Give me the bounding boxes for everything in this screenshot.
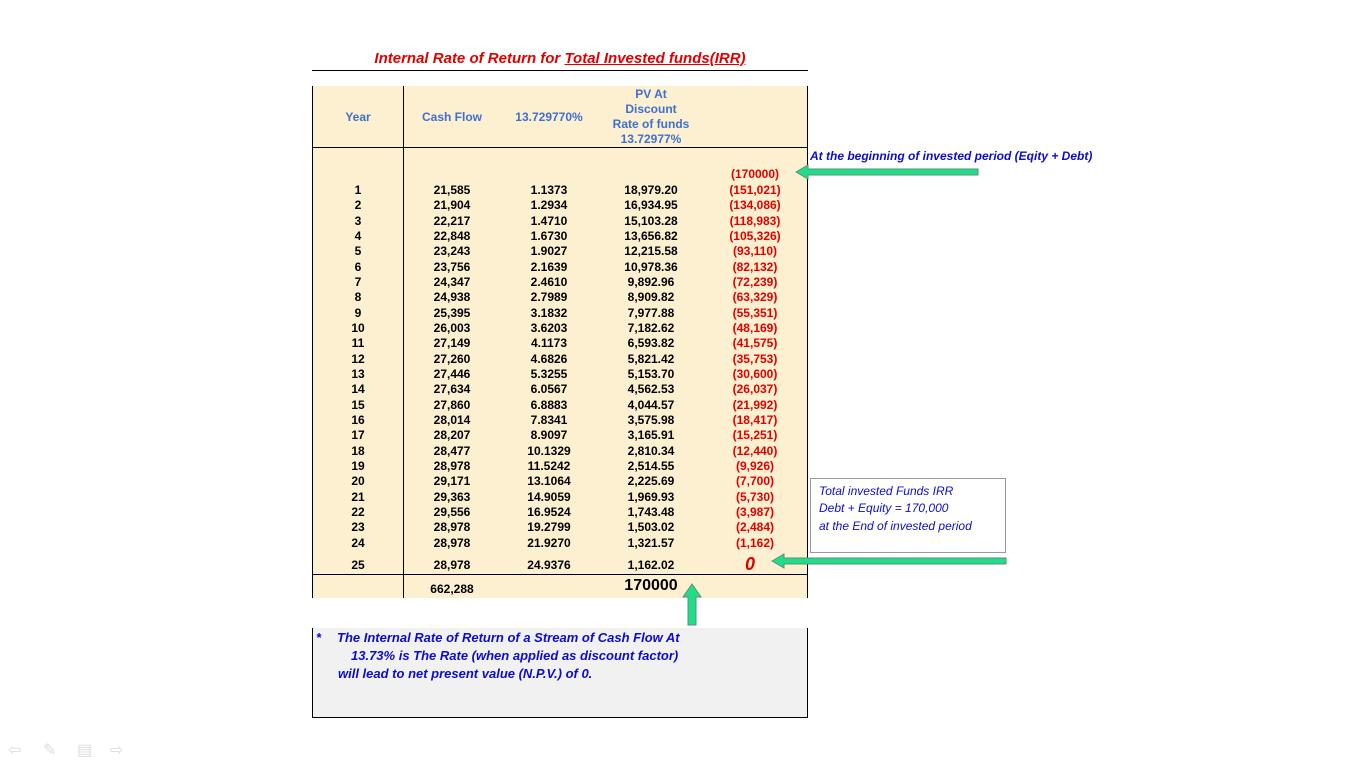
- factor-cell: 1.1373: [530, 183, 568, 197]
- title-underlined: Total Invested funds(IRR): [564, 50, 746, 67]
- annotation-box-line-2: Debt + Equity = 170,000: [819, 501, 949, 515]
- factor-cell: 1.2934: [530, 198, 568, 213]
- balance-cell: (1,162): [735, 535, 775, 550]
- balance-cell: (12,440): [732, 443, 778, 458]
- pv-cell: 7,182.62: [627, 320, 675, 335]
- factor-cell: 21.9270: [527, 535, 571, 550]
- table-border-right: [807, 86, 808, 598]
- cash-flow-cell: 27,860: [433, 397, 471, 412]
- cash-flow-cell: 27,149: [433, 336, 471, 351]
- pv-cell: 9,892.96: [627, 274, 675, 289]
- cash-flow-cell: 29,556: [433, 504, 471, 519]
- header-divider: [312, 147, 808, 148]
- pv-cell: 2,225.69: [627, 474, 675, 489]
- annotation-box-line-1: Total invested Funds IRR: [819, 484, 954, 498]
- cash-flow-cell: 28,978: [433, 520, 471, 535]
- balance-cell: (93,110): [732, 244, 778, 259]
- pv-cell: 10,978.36: [624, 259, 678, 274]
- final-balance-zero: 0: [744, 554, 755, 574]
- factor-cell: 1.4710: [530, 213, 568, 228]
- pen-icon[interactable]: ✎: [43, 742, 57, 759]
- cash-flow-cell: 27,260: [433, 351, 471, 366]
- factor-cell: 10.1329: [527, 443, 571, 458]
- cash-flow-cell: 23,756: [433, 259, 471, 274]
- annotation-box-line-3: at the End of invested period: [819, 519, 972, 533]
- cash-flow-cell: 21,904: [433, 198, 471, 213]
- pv-cell: 13,656.82: [624, 228, 678, 243]
- year-cell: 19: [351, 458, 365, 473]
- balance-cell: (7,700): [735, 474, 775, 489]
- year-cell: 24: [351, 535, 365, 550]
- cash-flow-cell: 29,171: [433, 474, 471, 489]
- cash-flow-cell: 25,395: [433, 305, 471, 320]
- cash-flow-cell: 24,347: [433, 274, 471, 289]
- factor-cell: 5.3255: [530, 366, 568, 381]
- cash-flow-cell: 27,446: [433, 366, 471, 381]
- header-pv: [598, 87, 704, 147]
- factor-cell: 6.8883: [530, 397, 568, 412]
- balance-cell: (15,251): [732, 428, 778, 443]
- factor-cell: 19.2799: [527, 520, 571, 535]
- year-cell: 6: [354, 259, 362, 274]
- cash-flow-cell: 27,634: [433, 382, 471, 397]
- year-cell: 11: [351, 336, 365, 351]
- balance-cell: (55,351): [732, 305, 778, 320]
- header-pv-line: 13.72977%: [620, 132, 682, 146]
- year-cell: 18: [351, 443, 365, 458]
- balance-cell: (105,326): [729, 228, 781, 243]
- balance-cell: (3,987): [735, 504, 775, 519]
- balance-cell: (18,417): [732, 412, 778, 427]
- pv-cell: 8,909.82: [627, 290, 675, 305]
- year-cell: 17: [351, 428, 365, 443]
- pv-cell: 2,514.55: [627, 458, 675, 473]
- next-slide-icon[interactable]: ⇨: [110, 742, 124, 759]
- initial-balance: (170000): [730, 167, 780, 181]
- cash-flow-cell: 29,363: [433, 489, 471, 504]
- year-cell: 20: [351, 474, 365, 489]
- pv-cell: 1,503.02: [627, 520, 675, 535]
- note-line-1: The Internal Rate of Return of a Stream of Cash Flow At: [337, 630, 680, 645]
- balance-cell: (72,239): [732, 274, 778, 289]
- header-pv-line: Discount: [625, 102, 677, 116]
- balance-cell: (151,021): [729, 183, 781, 197]
- cash-flow-cell: 26,003: [433, 320, 471, 335]
- cash-flow-cell: 22,217: [433, 213, 471, 228]
- year-cell: 1: [354, 183, 362, 197]
- year-cell: 21: [351, 489, 365, 504]
- factor-cell: 14.9059: [527, 489, 571, 504]
- pv-cell: 3,165.91: [627, 428, 675, 443]
- balance-cell: (118,983): [729, 213, 781, 228]
- title-prefix: Internal Rate of Return for: [374, 50, 565, 67]
- factor-cell: 16.9524: [527, 504, 571, 519]
- pv-cell: 1,969.93: [627, 489, 675, 504]
- pv-cell: 12,215.58: [624, 244, 678, 259]
- pv-cell: 5,153.70: [627, 366, 675, 381]
- balance-cell: (5,730): [735, 489, 775, 504]
- balance-cell: (9,926): [735, 458, 775, 473]
- pv-cell: 4,044.57: [627, 397, 675, 412]
- year-cell: 23: [351, 520, 365, 535]
- year-cell: 13: [351, 366, 365, 381]
- balance-cell: (26,037): [732, 382, 778, 397]
- factor-cell: 7.8341: [530, 412, 568, 427]
- year-cell: 8: [354, 290, 362, 305]
- balance-cell: (82,132): [732, 259, 778, 274]
- note-bullet: *: [316, 630, 322, 645]
- pv-cell: 2,810.34: [627, 443, 675, 458]
- balance-cell: (134,086): [729, 198, 781, 213]
- balance-cell: (63,329): [732, 290, 778, 305]
- balance-cell: (48,169): [732, 320, 778, 335]
- page-title: [312, 50, 808, 67]
- factor-cell: 2.4610: [530, 274, 568, 289]
- header-year: Year: [345, 110, 371, 124]
- arrow-left-bottom-icon: [771, 553, 1009, 569]
- year-cell: 2: [354, 198, 362, 213]
- cash-flow-cell: 23,243: [433, 244, 471, 259]
- cash-flow-cell: 28,207: [433, 428, 471, 443]
- year-cell: 7: [354, 274, 362, 289]
- factor-cell: 2.7989: [530, 290, 568, 305]
- cash-flow-cell: 28,477: [433, 443, 471, 458]
- balance-cell: (21,992): [732, 397, 778, 412]
- balance-cell: (41,575): [732, 336, 778, 351]
- cash-flow-cell: 22,848: [433, 228, 471, 243]
- note-line-2: 13.73% is The Rate (when applied as discount factor): [351, 648, 679, 663]
- annotation-beginning: At the beginning of invested period (Eqity + Debt): [810, 149, 1093, 163]
- year-cell: 9: [354, 305, 362, 320]
- balance-cell: (2,484): [735, 520, 775, 535]
- arrow-left-top-icon: [795, 164, 981, 180]
- factor-cell: 6.0567: [530, 382, 568, 397]
- previous-slide-icon[interactable]: ⇦: [8, 742, 22, 759]
- factor-cell: 2.1639: [530, 259, 568, 274]
- year-cell: 10: [351, 320, 365, 335]
- factor-cell: 4.1173: [530, 336, 568, 351]
- factor-cell: 13.1064: [527, 474, 571, 489]
- pv-cell: 15,103.28: [624, 213, 678, 228]
- cash-flow-cell: 21,585: [433, 183, 471, 197]
- cash-flow-cell: 28,978: [433, 535, 471, 550]
- total-pv: 170000: [624, 577, 678, 594]
- factor-cell: 1.9027: [530, 244, 568, 259]
- header-pv-line: PV At: [635, 87, 667, 101]
- factor-25: 24.9376: [527, 558, 571, 572]
- factor-cell: 4.6826: [530, 351, 568, 366]
- annotation-box: [810, 478, 1006, 553]
- year-cell: 22: [351, 504, 365, 519]
- menu-icon[interactable]: ▤: [77, 742, 93, 759]
- year-cell: 16: [351, 412, 365, 427]
- pv-cell: 4,562.53: [627, 382, 675, 397]
- header-pv-line: Rate of funds: [612, 117, 690, 131]
- arrow-up-icon: [682, 583, 702, 627]
- pv-cell: 7,977.88: [627, 305, 675, 320]
- pv-cell: 16,934.95: [624, 198, 678, 213]
- factor-cell: 3.6203: [530, 320, 568, 335]
- note-line-3: will lead to net present value (N.P.V.) of 0.: [338, 666, 593, 681]
- factor-cell: 8.9097: [530, 428, 568, 443]
- pv-25: 1,162.02: [627, 558, 675, 572]
- pv-cell: 5,821.42: [627, 351, 675, 366]
- pv-cell: 1,743.48: [627, 504, 675, 519]
- factor-cell: 1.6730: [530, 228, 568, 243]
- cash-flow-cell: 28,014: [433, 412, 471, 427]
- factor-cell: 3.1832: [530, 305, 568, 320]
- pv-cell: 1,321.57: [627, 535, 675, 550]
- balance-cell: (30,600): [732, 366, 778, 381]
- cash-flow-cell: 24,938: [433, 290, 471, 305]
- year-cell: 3: [354, 213, 362, 228]
- pv-cell: 18,979.20: [624, 183, 678, 197]
- year-cell: 12: [351, 351, 365, 366]
- header-cash-flow: Cash Flow: [421, 110, 482, 124]
- total-cash-flow: 662,288: [430, 582, 474, 596]
- year-cell: 5: [354, 244, 362, 259]
- year-25: 25: [351, 558, 365, 572]
- title-rule: [312, 70, 808, 71]
- factor-cell: 11.5242: [527, 458, 571, 473]
- balance-cell: (35,753): [732, 351, 778, 366]
- year-cell: 4: [354, 228, 362, 243]
- pv-cell: 3,575.98: [627, 412, 675, 427]
- cash-flow-25: 28,978: [433, 558, 471, 572]
- year-cell: 15: [351, 397, 365, 412]
- year-cell: 14: [351, 382, 365, 397]
- pv-cell: 6,593.82: [627, 336, 675, 351]
- cash-flow-cell: 28,978: [433, 458, 471, 473]
- header-factor: 13.729770%: [515, 110, 583, 124]
